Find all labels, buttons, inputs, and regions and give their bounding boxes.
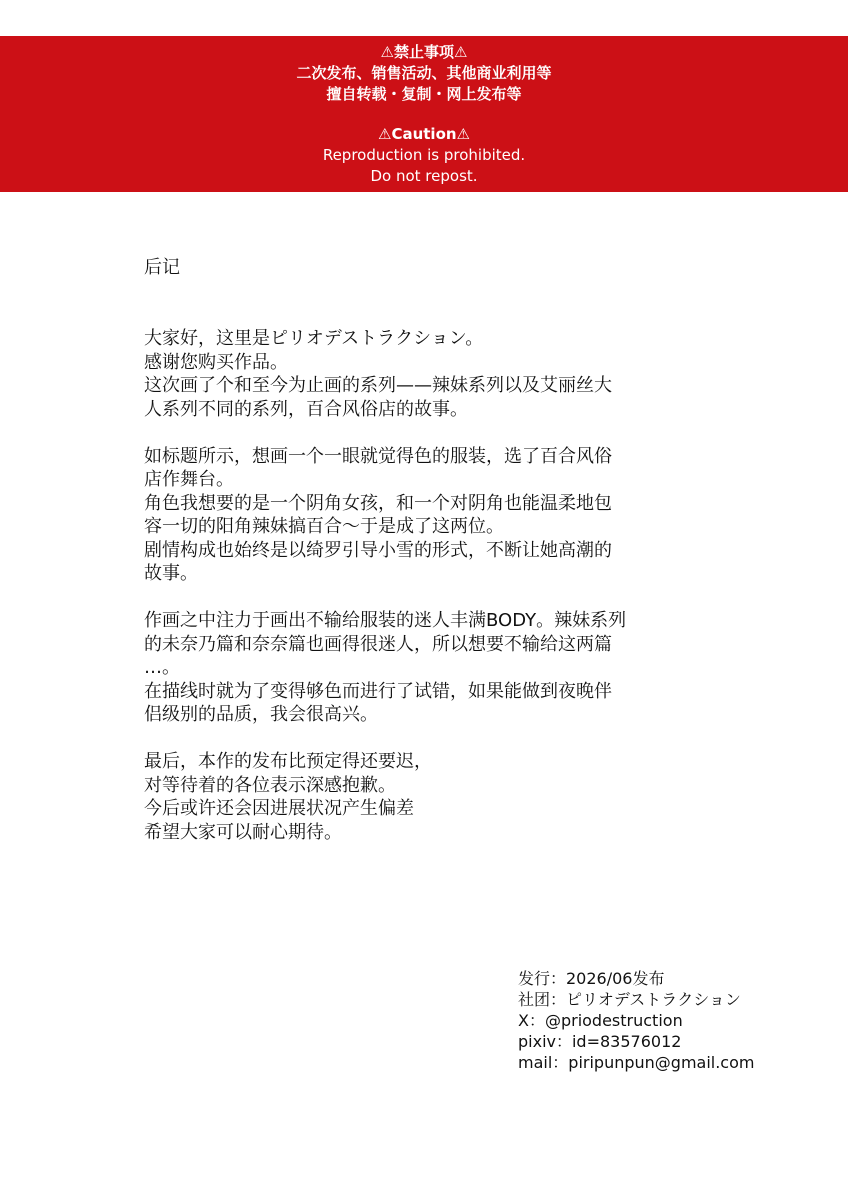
paragraph-spacer xyxy=(144,586,704,610)
warning-banner xyxy=(0,36,848,192)
afterword-title: 后记 xyxy=(144,257,180,278)
body-line: 的未奈乃篇和奈奈篇也画得很迷人，所以想要不输给这两篇 xyxy=(144,633,612,655)
circle-info: 社团：ピリオデストラクション xyxy=(518,990,741,1009)
banner-zh-heading: ⚠禁止事项⚠ xyxy=(380,43,468,61)
body-line: 对等待着的各位表示深感抱歉。 xyxy=(144,774,396,796)
body-line: 作画之中注力于画出不输给服装的迷人丰满BODY。辣妹系列 xyxy=(144,610,627,631)
paragraph-spacer xyxy=(144,421,704,445)
body-line: 这次画了个和至今为止画的系列——辣妹系列以及艾丽丝大 xyxy=(144,375,612,396)
body-line: 感谢您购买作品。 xyxy=(144,351,288,373)
body-line: …。 xyxy=(144,657,180,678)
banner-en-line-1: Reproduction is prohibited. xyxy=(322,146,526,164)
mail-address: mail：piripunpun@gmail.com xyxy=(518,1053,755,1072)
afterword-body xyxy=(144,327,704,844)
x-account: X：@priodestruction xyxy=(518,1011,683,1030)
credits-block xyxy=(518,968,818,1073)
banner-zh-line-1: 二次发布、销售活动、其他商业利用等 xyxy=(296,64,552,82)
body-line: 容一切的阳角辣妹搞百合～于是成了这两位。 xyxy=(144,516,504,537)
banner-en-heading: ⚠Caution⚠ xyxy=(378,125,470,143)
release-info: 发行：2026/06发布 xyxy=(518,969,665,988)
body-line: 最后，本作的发布比预定得还要迟， xyxy=(144,751,432,772)
body-line: 希望大家可以耐心期待。 xyxy=(144,821,342,843)
banner-en-line-2: Do not repost. xyxy=(370,167,478,185)
pixiv-id: pixiv：id=83576012 xyxy=(518,1032,682,1051)
banner-zh-line-2: 擅自转载・复制・网上发布等 xyxy=(326,85,522,103)
body-line: 故事。 xyxy=(144,563,198,584)
body-line: 在描线时就为了变得够色而进行了试错，如果能做到夜晚伴 xyxy=(144,680,612,702)
body-line: 如标题所示，想画一个一眼就觉得色的服装，选了百合风俗 xyxy=(144,445,612,467)
body-line: 角色我想要的是一个阴角女孩，和一个对阴角也能温柔地包 xyxy=(144,492,612,514)
body-line: 侣级别的品质，我会很高兴。 xyxy=(144,704,378,725)
body-line: 人系列不同的系列，百合风俗店的故事。 xyxy=(144,398,468,420)
body-line: 大家好，这里是ピリオデストラクション。 xyxy=(144,328,484,349)
body-line: 今后或许还会因进展状况产生偏差 xyxy=(144,798,414,819)
paragraph-spacer xyxy=(144,727,704,751)
body-line: 剧情构成也始终是以绮罗引导小雪的形式，不断让她高潮的 xyxy=(144,539,612,561)
body-line: 店作舞台。 xyxy=(144,469,234,490)
